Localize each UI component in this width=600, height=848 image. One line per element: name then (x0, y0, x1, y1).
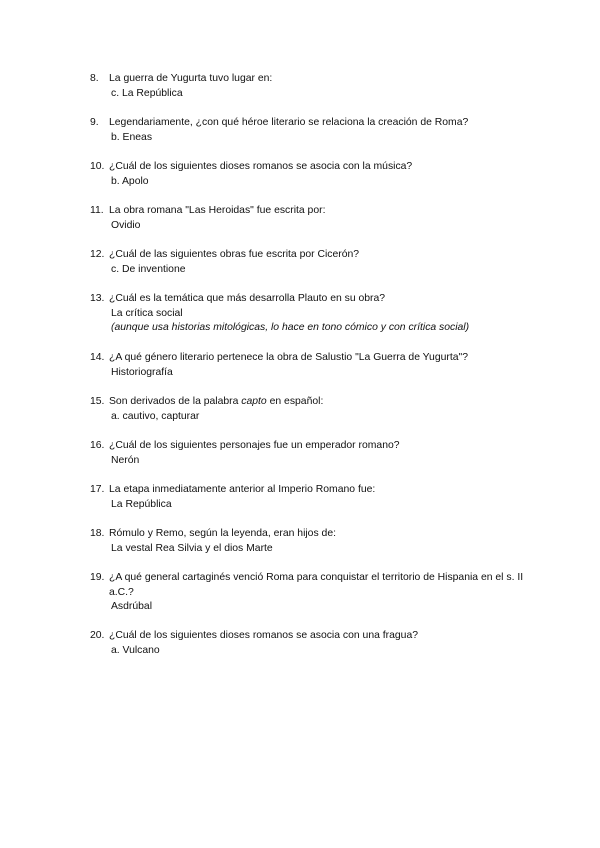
answer-text: a. Vulcano (111, 644, 160, 656)
question-19 (90, 571, 540, 615)
question-number: 20. (90, 630, 105, 641)
question-text: Legendariamente, ¿con qué héroe literario se relaciona la creación de Roma? (109, 117, 469, 128)
question-9 (90, 116, 540, 145)
question-number: 10. (90, 161, 105, 172)
question-text: ¿Cuál de las siguientes obras fue escrita por Cicerón? (109, 249, 360, 260)
answer-text: La crítica social (111, 307, 183, 319)
answer-text: c. De inventione (111, 263, 186, 275)
answer-text: Ovidio (111, 219, 141, 231)
question-8 (90, 72, 540, 101)
question-17 (90, 483, 540, 512)
answer-text: a. cautivo, capturar (111, 410, 200, 422)
question-text (109, 395, 540, 410)
answer-text: b. Apolo (111, 175, 149, 187)
question-text: La guerra de Yugurta tuvo lugar en: (109, 73, 273, 84)
question-text: ¿Cuál es la temática que más desarrolla Plauto en su obra? (109, 293, 386, 304)
question-text: ¿Cuál de los siguientes dioses romanos se asocia con la música? (109, 161, 413, 172)
question-number: 14. (90, 352, 105, 363)
question-11 (90, 204, 540, 233)
question-text: La etapa inmediatamente anterior al Imperio Romano fue: (109, 484, 376, 495)
question-number: 8. (90, 73, 99, 84)
answer-text: c. La República (111, 87, 183, 99)
question-12 (90, 248, 540, 277)
question-text: La obra romana "Las Heroidas" fue escrita por: (109, 205, 326, 216)
question-14 (90, 351, 540, 380)
answer-text: b. Eneas (111, 131, 153, 143)
question-text-italic: capto (241, 396, 267, 407)
question-18 (90, 527, 540, 556)
question-20 (90, 629, 540, 658)
question-text-before: Son derivados de la palabra (109, 396, 242, 407)
question-number: 11. (90, 205, 104, 216)
question-15 (90, 395, 540, 424)
question-text-after: en español: (266, 396, 324, 407)
question-text: ¿Cuál de los siguientes dioses romanos se asocia con una fragua? (109, 630, 419, 641)
question-number: 9. (90, 117, 99, 128)
question-text: ¿A qué género literario pertenece la obra de Salustio "La Guerra de Yugurta"? (109, 352, 468, 363)
question-number: 17. (90, 484, 105, 495)
answer-text: La República (111, 498, 172, 510)
question-16 (90, 439, 540, 468)
answer-text: Historiografía (111, 366, 173, 378)
question-10 (90, 160, 540, 189)
question-text: ¿A qué general cartaginés venció Roma para conquistar el territorio de Hispania en el s. II a.C.? (109, 572, 524, 598)
question-number: 19. (90, 572, 105, 583)
question-text: Rómulo y Remo, según la leyenda, eran hijos de: (109, 528, 336, 539)
answer-text: Nerón (111, 454, 140, 466)
question-number: 13. (90, 293, 105, 304)
answer-text: La vestal Rea Silvia y el dios Marte (111, 542, 273, 554)
answer-text: Asdrúbal (111, 601, 153, 612)
question-text: ¿Cuál de los siguientes personajes fue un emperador romano? (109, 440, 400, 451)
question-number: 18. (90, 528, 105, 539)
question-number: 15. (90, 396, 105, 407)
answer-note: (aunque usa historias mitológicas, lo hace en tono cómico y con crítica social) (111, 322, 470, 333)
question-number: 12. (90, 249, 105, 260)
question-number: 16. (90, 440, 105, 451)
question-13 (90, 292, 540, 336)
